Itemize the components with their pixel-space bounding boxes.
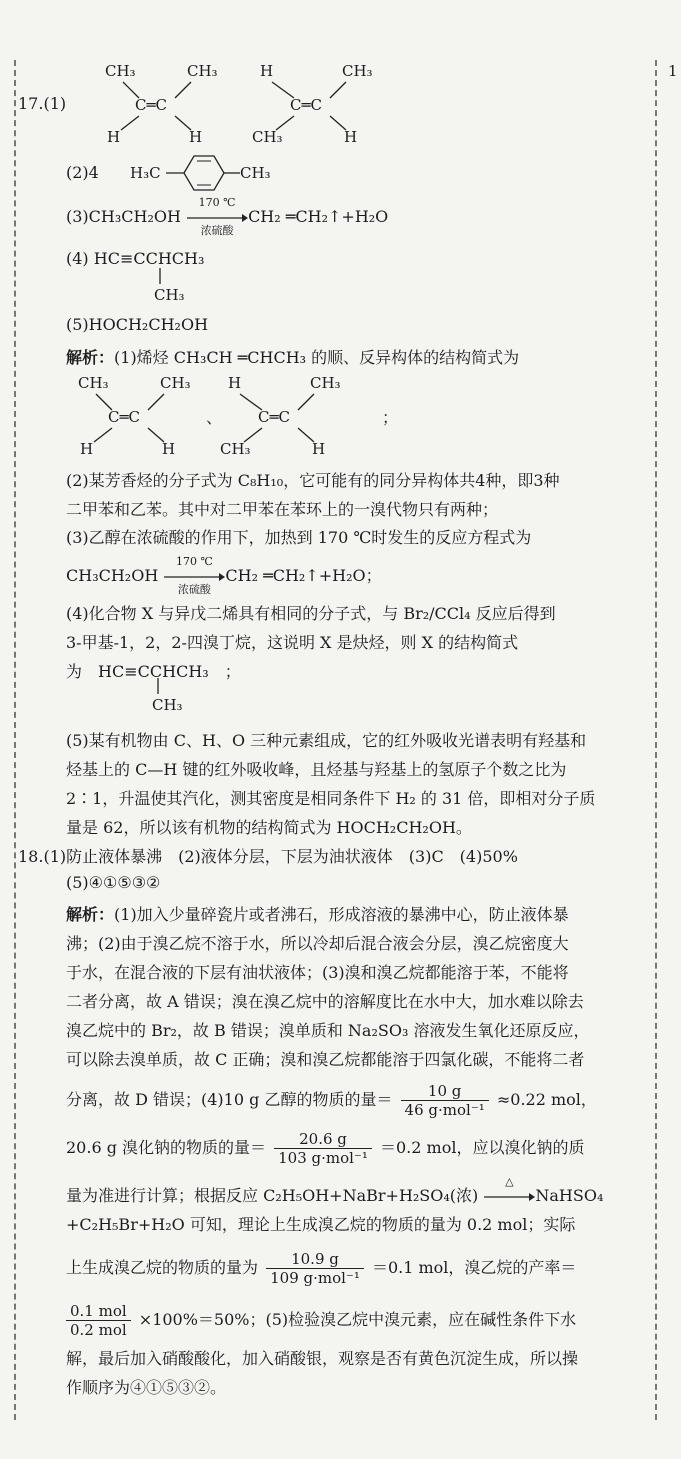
- svg-text:CH₃: CH₃: [310, 374, 341, 392]
- q18-analysis-b14: 作顺序为④①⑤③②。: [66, 1378, 227, 1397]
- svg-text:CH₃: CH₃: [342, 62, 373, 80]
- q17-p2-label: (2)4: [66, 163, 99, 182]
- p-xylene-structure: [128, 148, 288, 192]
- analysis-trans-structure: [218, 370, 358, 460]
- q17-analysis-a4-l3: 为 HC≡CCHCH₃ ；: [66, 662, 241, 681]
- heat-arrow: △: [483, 1189, 535, 1205]
- q17-analysis-a3-equation: CH₃CH₂OH 170 ℃ 浓硫酸 CH₂ ═CH₂↑+H₂O；: [66, 554, 382, 596]
- svg-text:CH₃: CH₃: [240, 164, 271, 182]
- q17-p5: (5)HOCH₂CH₂OH: [66, 315, 209, 334]
- left-cut-line: [14, 60, 16, 1420]
- cis-2-butene-structure: [95, 58, 235, 148]
- q17-analysis-a2-l2: 二甲苯和乙苯。其中对二甲苯在苯环上的一溴代物只有两种；: [66, 500, 499, 519]
- svg-text:CH₃: CH₃: [105, 62, 136, 80]
- svg-text:CH₃: CH₃: [187, 62, 218, 80]
- svg-text:C═C: C═C: [135, 96, 167, 114]
- q17-analysis-a5-l3: 2∶1，升温使其汽化，测其密度是相同条件下 H₂ 的 31 倍，即相对分子质: [66, 789, 596, 808]
- q17-number: 17.(1): [18, 94, 67, 113]
- svg-text:CH₃: CH₃: [78, 374, 109, 392]
- q18-analysis-b13: 解，最后加入硝酸酸化，加入硝酸银，观察是否有黄色沉淀生成，所以操: [66, 1349, 579, 1368]
- page-number: 1: [668, 62, 678, 80]
- svg-text:H: H: [80, 440, 94, 458]
- svg-text:H₃C: H₃C: [130, 164, 161, 182]
- q18-analysis-b2: 沸；(2)由于溴乙烷不溶于水，所以冷却后混合液会分层，溴乙烷密度大: [66, 934, 569, 953]
- q18-analysis-b3: 于水，在混合液的下层有油状液体；(3)溴和溴乙烷都能溶于苯，不能将: [66, 963, 569, 982]
- q18-analysis-b9: 量为准进行计算；根据反应 C₂H₅OH+NaBr+H₂SO₄(浓) △ NaHSO₄: [66, 1174, 604, 1205]
- analysis-reaction-arrow: 170 ℃ 浓硫酸: [163, 569, 225, 585]
- q18-analysis-b4: 二者分离，故 A 错误；溴在溴乙烷中的溶解度比在水中大，加水难以除去: [66, 992, 584, 1011]
- q18-analysis-b6: 可以除去溴单质，故 C 正确；溴和溴乙烷都能溶于四氯化碳，不能将二者: [66, 1050, 585, 1069]
- right-cut-line: [655, 60, 657, 1420]
- q17-analysis-a4-l1: (4)化合物 X 与异戊二烯具有相同的分子式，与 Br₂/CCl₄ 反应后得到: [66, 604, 556, 623]
- svg-text:H: H: [162, 440, 176, 458]
- fraction-yield: $\frac{\text{0.1 mol}}{\text{0.2 mol}}$: [66, 1302, 131, 1339]
- svg-text:H: H: [189, 128, 203, 146]
- analysis-semicolon: ；: [382, 408, 399, 427]
- svg-text:H: H: [107, 128, 121, 146]
- svg-text:CH₃: CH₃: [154, 286, 185, 304]
- q17-p4: (4) HC≡CCHCH₃: [66, 249, 205, 268]
- svg-text:CH₃: CH₃: [152, 696, 183, 714]
- svg-text:C═C: C═C: [290, 96, 322, 114]
- q17-analysis-a5-l4: 量是 62，所以该有机物的结构简式为 HOCH₂CH₂OH。: [66, 818, 472, 837]
- q18-analysis-b11: 上生成溴乙烷的物质的量为 $\frac{10.9 g}{\text{109 g·mol⁻¹}}$ ＝0.1 mol，溴乙烷的产率＝: [66, 1250, 577, 1287]
- q18-analysis-b8: 20.6 g 溴化钠的物质的量＝ $\frac{20.6 g}{\text{103 g·mol⁻¹}}$ ＝0.2 mol，应以溴化钠的质: [66, 1130, 585, 1167]
- q17-analysis-a5-l2: 烃基上的 C—H 键的红外吸收峰，且烃基与羟基上的氢原子个数之比为: [66, 760, 567, 779]
- analysis-separator: 、: [206, 408, 223, 427]
- svg-text:CH₃: CH₃: [160, 374, 191, 392]
- q17-analysis-a2-l1: (2)某芳香烃的分子式为 C₈H₁₀，它可能有的同分异构体共4种，即3种: [66, 471, 560, 490]
- fraction-nabr-moles: $\frac{20.6 g}{\text{103 g·mol⁻¹}}$: [274, 1130, 372, 1167]
- q18-analysis-b7: 分离，故 D 错误；(4)10 g 乙醇的物质的量＝ $\frac{10 g}{\text{46 g·mol⁻¹}}$ ≈0.22 mol，: [66, 1082, 597, 1119]
- q18-analysis-b10: +C₂H₅Br+H₂O 可知，理论上生成溴乙烷的物质的量为 0.2 mol；实际: [66, 1215, 576, 1234]
- q17-analysis-a1: 解析：(1)烯烃 CH₃CH ═CHCH₃ 的顺、反异构体的结构简式为: [66, 348, 520, 367]
- fraction-actual-moles: $\frac{10.9 g}{\text{109 g·mol⁻¹}}$: [266, 1250, 364, 1287]
- q17-p3-equation: (3)CH₃CH₂OH 170 ℃ 浓硫酸 CH₂ ═CH₂↑+H₂O: [66, 195, 389, 237]
- svg-text:CH₃: CH₃: [252, 128, 283, 146]
- q17-p4-branch: [150, 266, 210, 306]
- reaction-arrow: 170 ℃ 浓硫酸: [186, 210, 248, 226]
- fraction-ethanol-moles: $\frac{10 g}{\text{46 g·mol⁻¹}}$: [401, 1082, 489, 1119]
- q17-analysis-a4-l2: 3-甲基-1，2，2-四溴丁烷，这说明 X 是炔烃，则 X 的结构简式: [66, 633, 519, 652]
- svg-text:H: H: [312, 440, 326, 458]
- q18-analysis-b1: 解析：(1)加入少量碎瓷片或者沸石，形成溶液的暴沸中心，防止液体暴: [66, 905, 569, 924]
- q18-analysis-b5: 溴乙烷中的 Br₂，故 B 错误；溴单质和 Na₂SO₃ 溶液发生氧化还原反应，: [66, 1021, 590, 1040]
- svg-text:H: H: [228, 374, 242, 392]
- q17-analysis-a5-l1: (5)某有机物由 C、H、O 三种元素组成，它的红外吸收光谱表明有羟基和: [66, 731, 587, 750]
- q18-analysis-b12: $\frac{\text{0.1 mol}}{\text{0.2 mol}}$ ×100%＝50%；(5)检验溴乙烷中溴元素，应在碱性条件下水: [66, 1302, 576, 1339]
- svg-text:C═C: C═C: [258, 408, 290, 426]
- q18-answers: 18.(1)防止液体暴沸 (2)液体分层，下层为油状液体 (3)C (4)50%: [18, 847, 518, 866]
- analysis-a4-branch: [148, 676, 208, 716]
- analysis-cis-structure: [68, 370, 208, 460]
- svg-text:H: H: [260, 62, 274, 80]
- svg-text:H: H: [344, 128, 358, 146]
- q17-analysis-a3-l1: (3)乙醇在浓硫酸的作用下，加热到 170 ℃时发生的反应方程式为: [66, 528, 532, 547]
- trans-2-butene-structure: [250, 58, 390, 148]
- svg-text:C═C: C═C: [108, 408, 140, 426]
- q18-p5-order: (5)④①⑤③②: [66, 873, 161, 892]
- svg-text:CH₃: CH₃: [220, 440, 251, 458]
